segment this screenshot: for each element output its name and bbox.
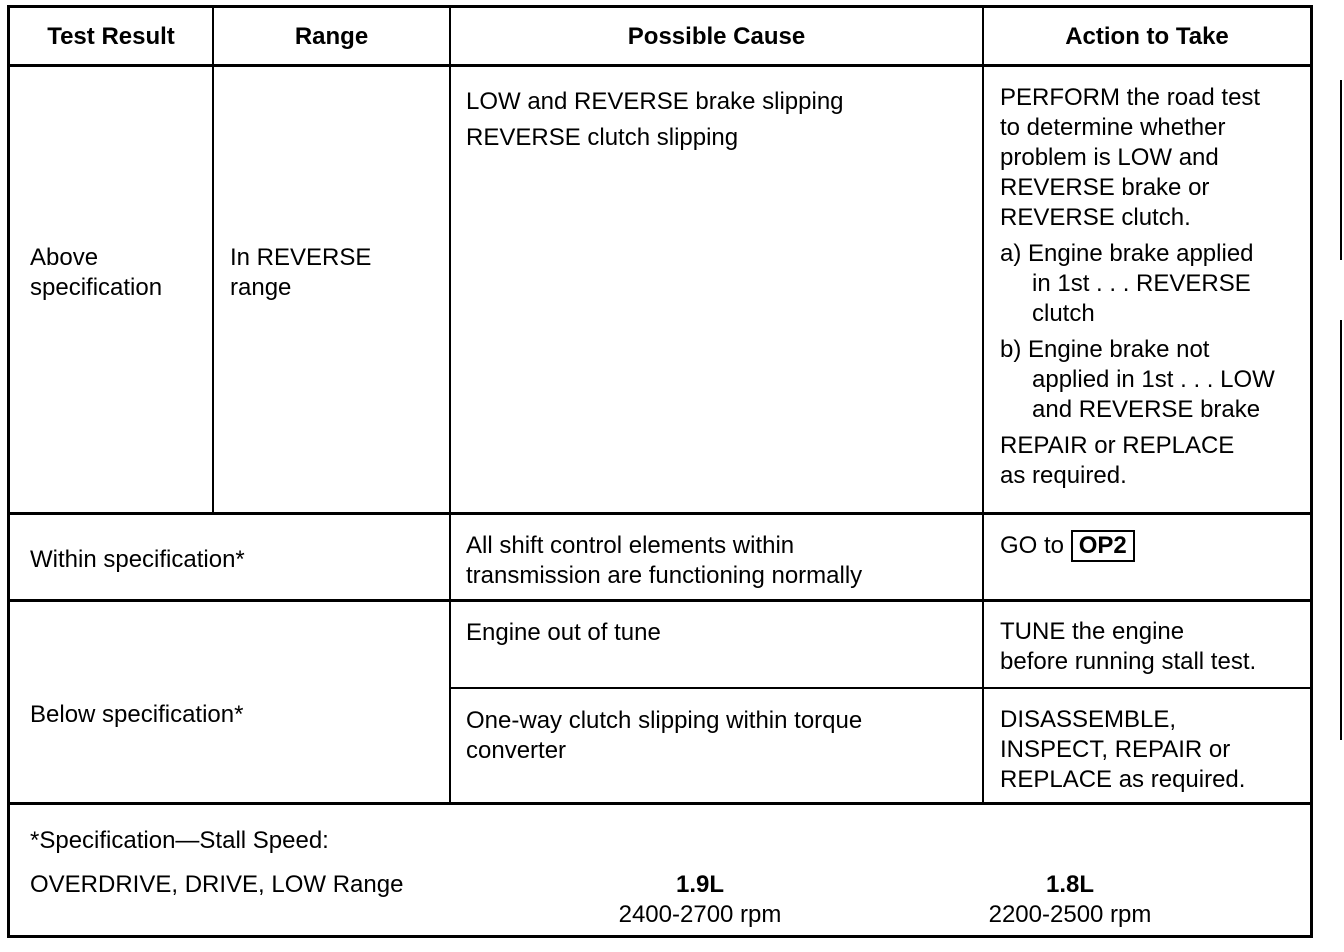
footer-range-label: OVERDRIVE, DRIVE, LOW Range (30, 871, 404, 898)
within-cause: All shift control elements within transmission are functioning normally (466, 532, 863, 589)
scan-edge-mark (1340, 80, 1342, 260)
above-action: PERFORM the road test to determine whether problem is LOW and REVERSE brake or REVERSE clutch. a) Engine brake applied in 1st . . . REVERSE clutch b) Engine brake not applied in 1st . . . LOW and REVERSE brake REPAIR or REPLACE as required. (1000, 84, 1275, 489)
rule-row-below-bottom (10, 802, 1310, 805)
above-causes: LOW and REVERSE brake slipping REVERSE clutch slipping (466, 88, 844, 151)
above-range: In REVERSE range (230, 244, 372, 301)
within-action: GO to OP2 (1000, 530, 1135, 562)
rule-below-split (450, 687, 1310, 689)
footer-title: *Specification—Stall Speed: (30, 827, 329, 854)
within-test-result: Within specification* (30, 546, 245, 573)
below-action-1: TUNE the engine before running stall test. (1000, 618, 1257, 675)
rule-col-cause-left (449, 8, 451, 804)
rule-col-range-left (212, 8, 214, 514)
scan-edge-mark (1340, 320, 1342, 740)
rule-header-bottom (10, 64, 1310, 67)
above-test-result: Above specification (30, 244, 163, 301)
header-test-result: Test Result (47, 23, 175, 50)
header-action: Action to Take (1065, 23, 1229, 50)
rule-col-action-left (982, 8, 984, 804)
header-possible-cause: Possible Cause (627, 23, 806, 50)
rule-row-above-bottom (10, 512, 1310, 515)
below-cause-1: Engine out of tune (466, 619, 661, 646)
below-cause-2: One-way clutch slipping within torque converter (466, 707, 863, 764)
footer-engine-2: 1.8L 2200-2500 rpm (988, 871, 1152, 928)
footer-engine-1: 1.9L 2400-2700 rpm (618, 871, 782, 928)
rule-row-within-bottom (10, 599, 1310, 602)
below-test-result: Below specification* (30, 701, 244, 728)
below-action-2: DISASSEMBLE, INSPECT, REPAIR or REPLACE as required. (1000, 706, 1246, 793)
header-range: Range (294, 23, 369, 50)
op2-reference-box: OP2 (1071, 530, 1135, 562)
